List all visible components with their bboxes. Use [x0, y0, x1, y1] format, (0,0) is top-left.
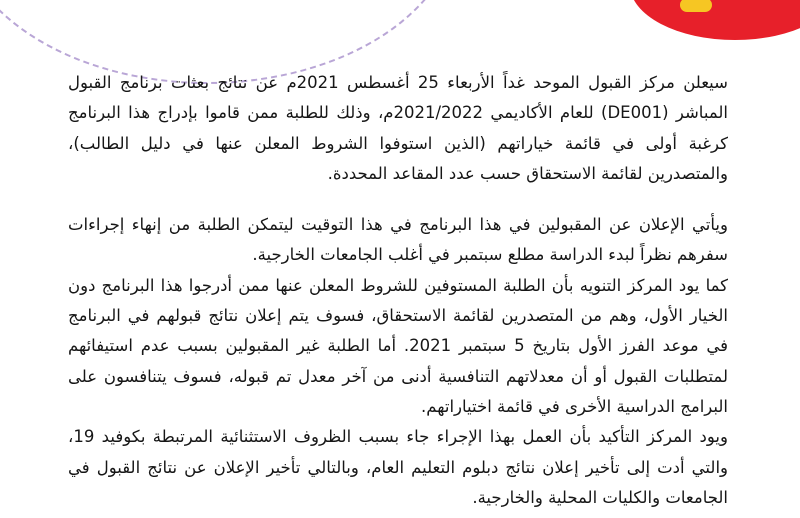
paragraph-announcement: سيعلن مركز القبول الموحد غداً الأربعاء 25 أغسطس 2021م عن نتائج بعثات برنامج القبول المباشر (DE001) للعام الأكاديمي 2021/2022م، وذلك للطلبة ممن قاموا بإدراج هذا البرنامج كرغبة أولى في قائمة خياراتهم (الذين استوفوا الشروط المعلن عنها في دليل الطالب)، والمتصدرين لقائمة الاستحقاق حسب عدد المقاعد المحددة.	[68, 73, 728, 183]
corner-badge-label	[680, 0, 712, 12]
article-body	[68, 68, 728, 518]
paragraph-timing: ويأتي الإعلان عن المقبولين في هذا البرنامج في هذا التوقيت ليتمكن الطلبة من إنهاء إجراءات سفرهم نظراً لبدء الدراسة مطلع سبتمبر في أغلب الجامعات الخارجية.	[68, 215, 728, 265]
paragraph-covid: ويود المركز التأكيد بأن العمل بهذا الإجراء جاء بسبب الظروف الاستثنائية المرتبطة بكوفيد 19، والتي أدت إلى تأخير إعلان نتائج دبلوم التعليم العام، وبالتالي تأخير الإعلان عن نتائج القبول في الجامعات والكليات المحلية والخارجية.	[68, 427, 728, 507]
corner-badge	[630, 0, 800, 40]
paragraph-notice: كما يود المركز التنويه بأن الطلبة المستوفين للشروط المعلن عنها ممن أدرجوا هذا البرنامج دون الخيار الأول، وهم من المتصدرين لقائمة الاستحقاق، فسوف يتم إعلان نتائج قبولهم في البرنامج في موعد الفرز الأول بتاريخ 5 سبتمبر 2021. أما الطلبة غير المقبولين بسبب عدم استيفائهم لمتطلبات القبول أو أن معدلاتهم التنافسية أدنى من آخر معدل تم قبوله، فسوف يتنافسون على البرامج الدراسية الأخرى في قائمة اختياراتهم.	[68, 275, 728, 416]
